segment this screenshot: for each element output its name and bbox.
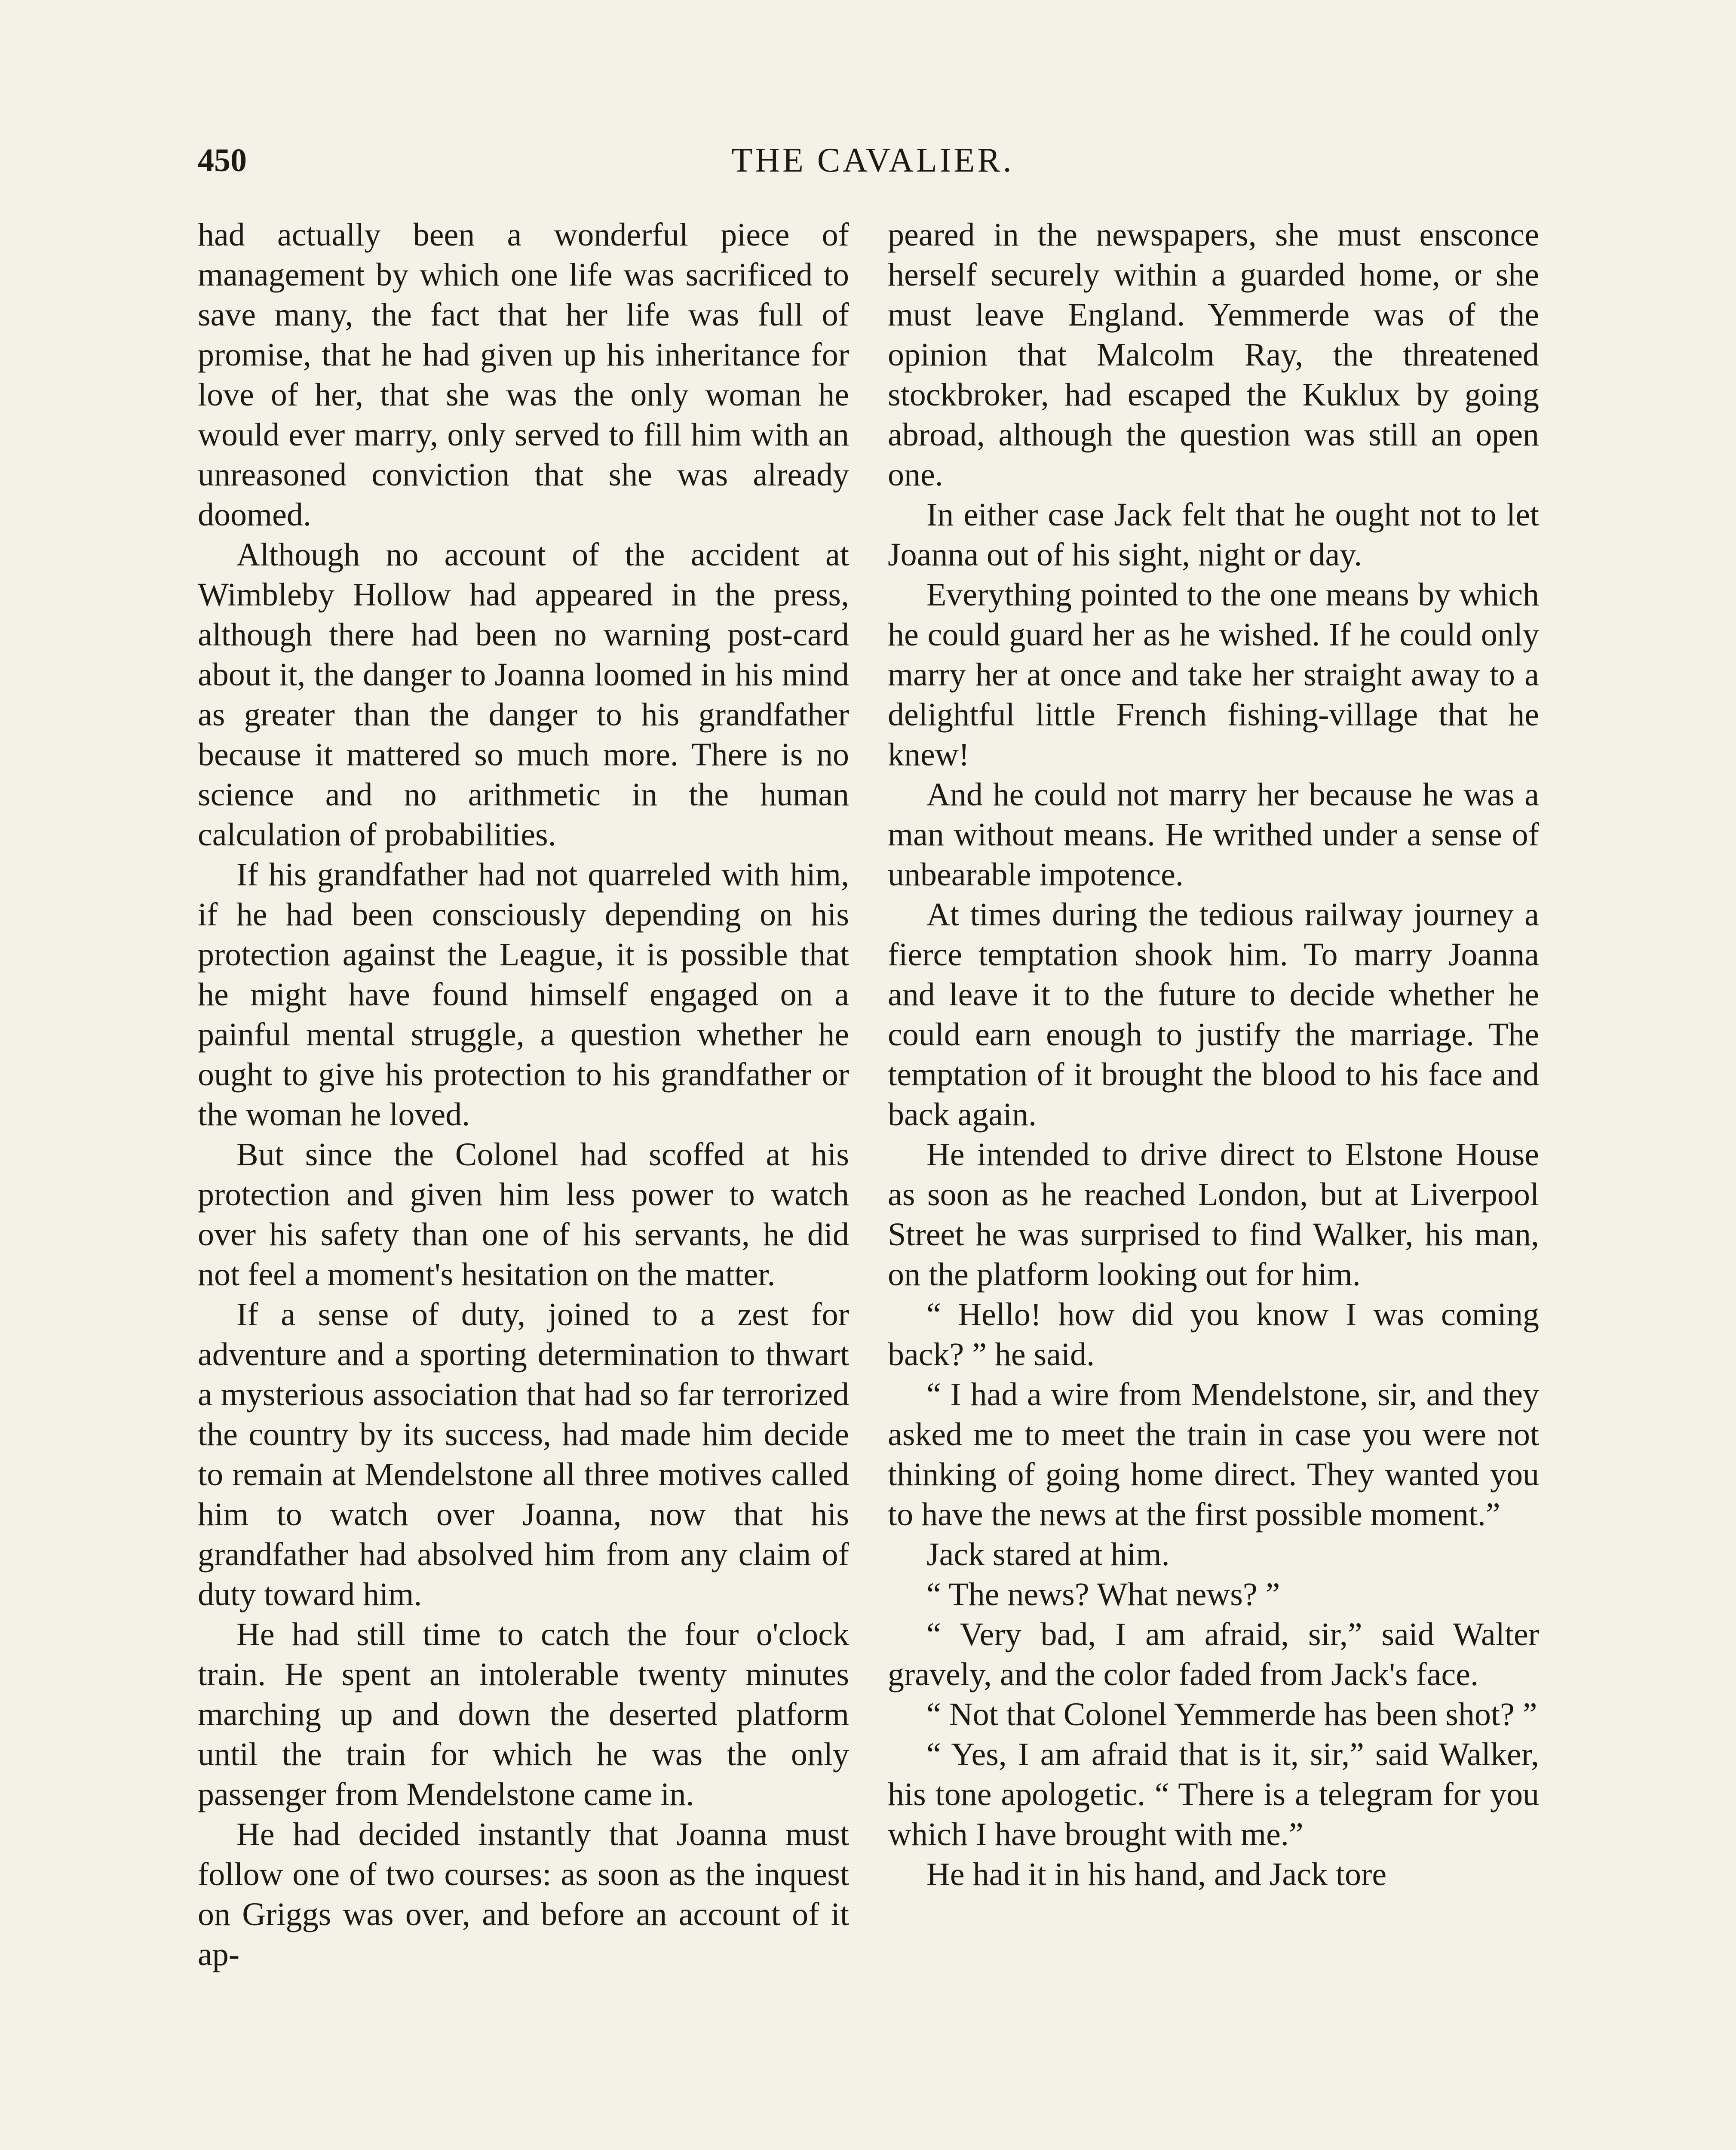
paragraph: had actually been a wonderful piece of management by which one life was sacrificed to save many, the fact that her life was full of promise, that he had given up his inheritance for love of her, that she was the only woman he would ever marry, only served to fill him with an unreasoned conviction that she was already doomed. bbox=[198, 217, 849, 533]
paragraph: He intended to drive direct to Elstone House as soon as he reached London, but at Liverpool Street he was surprised to find Walker, his man, on the platform looking out for him. bbox=[888, 1136, 1539, 1293]
running-title: THE CAVALIER. bbox=[731, 141, 1014, 179]
page-number: 450 bbox=[198, 142, 247, 178]
paragraph: He had still time to catch the four o'clock train. He spent an intolerable twenty minutes marching up and down the deserted platform until the train for which he was the only passenger from Mendelstone came in. bbox=[198, 1616, 849, 1812]
paragraph: “ Yes, I am afraid that is it, sir,” said Walker, his tone apologetic. “ There is a telegram for you which I have brought with me.” bbox=[888, 1736, 1539, 1852]
paragraph: “ Not that Colonel Yemmerde has been shot? ” bbox=[926, 1696, 1537, 1732]
paragraph: He had it in his hand, and Jack tore bbox=[926, 1856, 1387, 1892]
paragraph: “ Hello! how did you know I was coming back? ” he said. bbox=[888, 1296, 1539, 1373]
page-header bbox=[198, 137, 1548, 184]
paragraph: If his grandfather had not quarreled with him, if he had been consciously depending on his protection against the League, it is possible that he might have found himself engaged on a painful mental struggle, a question whether he ought to give his protection to his grandfather or the woman he loved. bbox=[198, 857, 849, 1133]
paragraph: Although no account of the accident at Wimbleby Hollow had appeared in the press, although there had been no warning post-card about it, the danger to Joanna loomed in his mind as greater than the danger to his grandfather because it mattered so much more. There is no science and no arithmetic in the human calculation of probabilities. bbox=[198, 537, 849, 853]
paragraph: “ Very bad, I am afraid, sir,” said Walter gravely, and the color faded from Jack's face. bbox=[888, 1616, 1539, 1692]
right-column bbox=[888, 215, 1539, 1895]
paragraph: And he could not marry her because he was a man without means. He writhed under a sense of unbearable impotence. bbox=[888, 777, 1539, 893]
paragraph: “ The news? What news? ” bbox=[926, 1576, 1280, 1612]
paragraph: Everything pointed to the one means by which he could guard her as he wished. If he could only marry her at once and take her straight away to a delightful little French fishing-village that he knew! bbox=[888, 577, 1539, 773]
paragraph: Jack stared at him. bbox=[926, 1536, 1170, 1573]
paragraph: But since the Colonel had scoffed at his protection and given him less power to watch over his safety than one of his servants, he did not feel a moment's hesitation on the matter. bbox=[198, 1136, 849, 1293]
paragraph: “ I had a wire from Mendelstone, sir, and they asked me to meet the train in case you were not thinking of going home direct. They wanted you to have the news at the first possible moment.” bbox=[888, 1376, 1539, 1533]
paragraph: peared in the newspapers, she must ensconce herself securely within a guarded home, or she must leave England. Yemmerde was of the opinion that Malcolm Ray, the threatened stockbroker, had escaped the Kuklux by going abroad, although the question was still an open one. bbox=[888, 217, 1539, 493]
paragraph: At times during the tedious railway journey a fierce temptation shook him. To marry Joanna and leave it to the future to decide whether he could earn enough to justify the marriage. The temptation of it brought the blood to his face and back again. bbox=[888, 897, 1539, 1133]
paragraph: He had decided instantly that Joanna must follow one of two courses: as soon as the inquest on Griggs was over, and before an account of it ap- bbox=[198, 1816, 849, 1972]
left-column bbox=[198, 215, 849, 1975]
paragraph: If a sense of duty, joined to a zest for adventure and a sporting determination to thwart a mysterious association that had so far terrorized the country by its success, had made him decide to remain at Mendelstone all three motives called him to watch over Joanna, now that his grandfather had absolved him from any claim of duty toward him. bbox=[198, 1296, 849, 1612]
paragraph: In either case Jack felt that he ought not to let Joanna out of his sight, night or day. bbox=[888, 497, 1539, 573]
